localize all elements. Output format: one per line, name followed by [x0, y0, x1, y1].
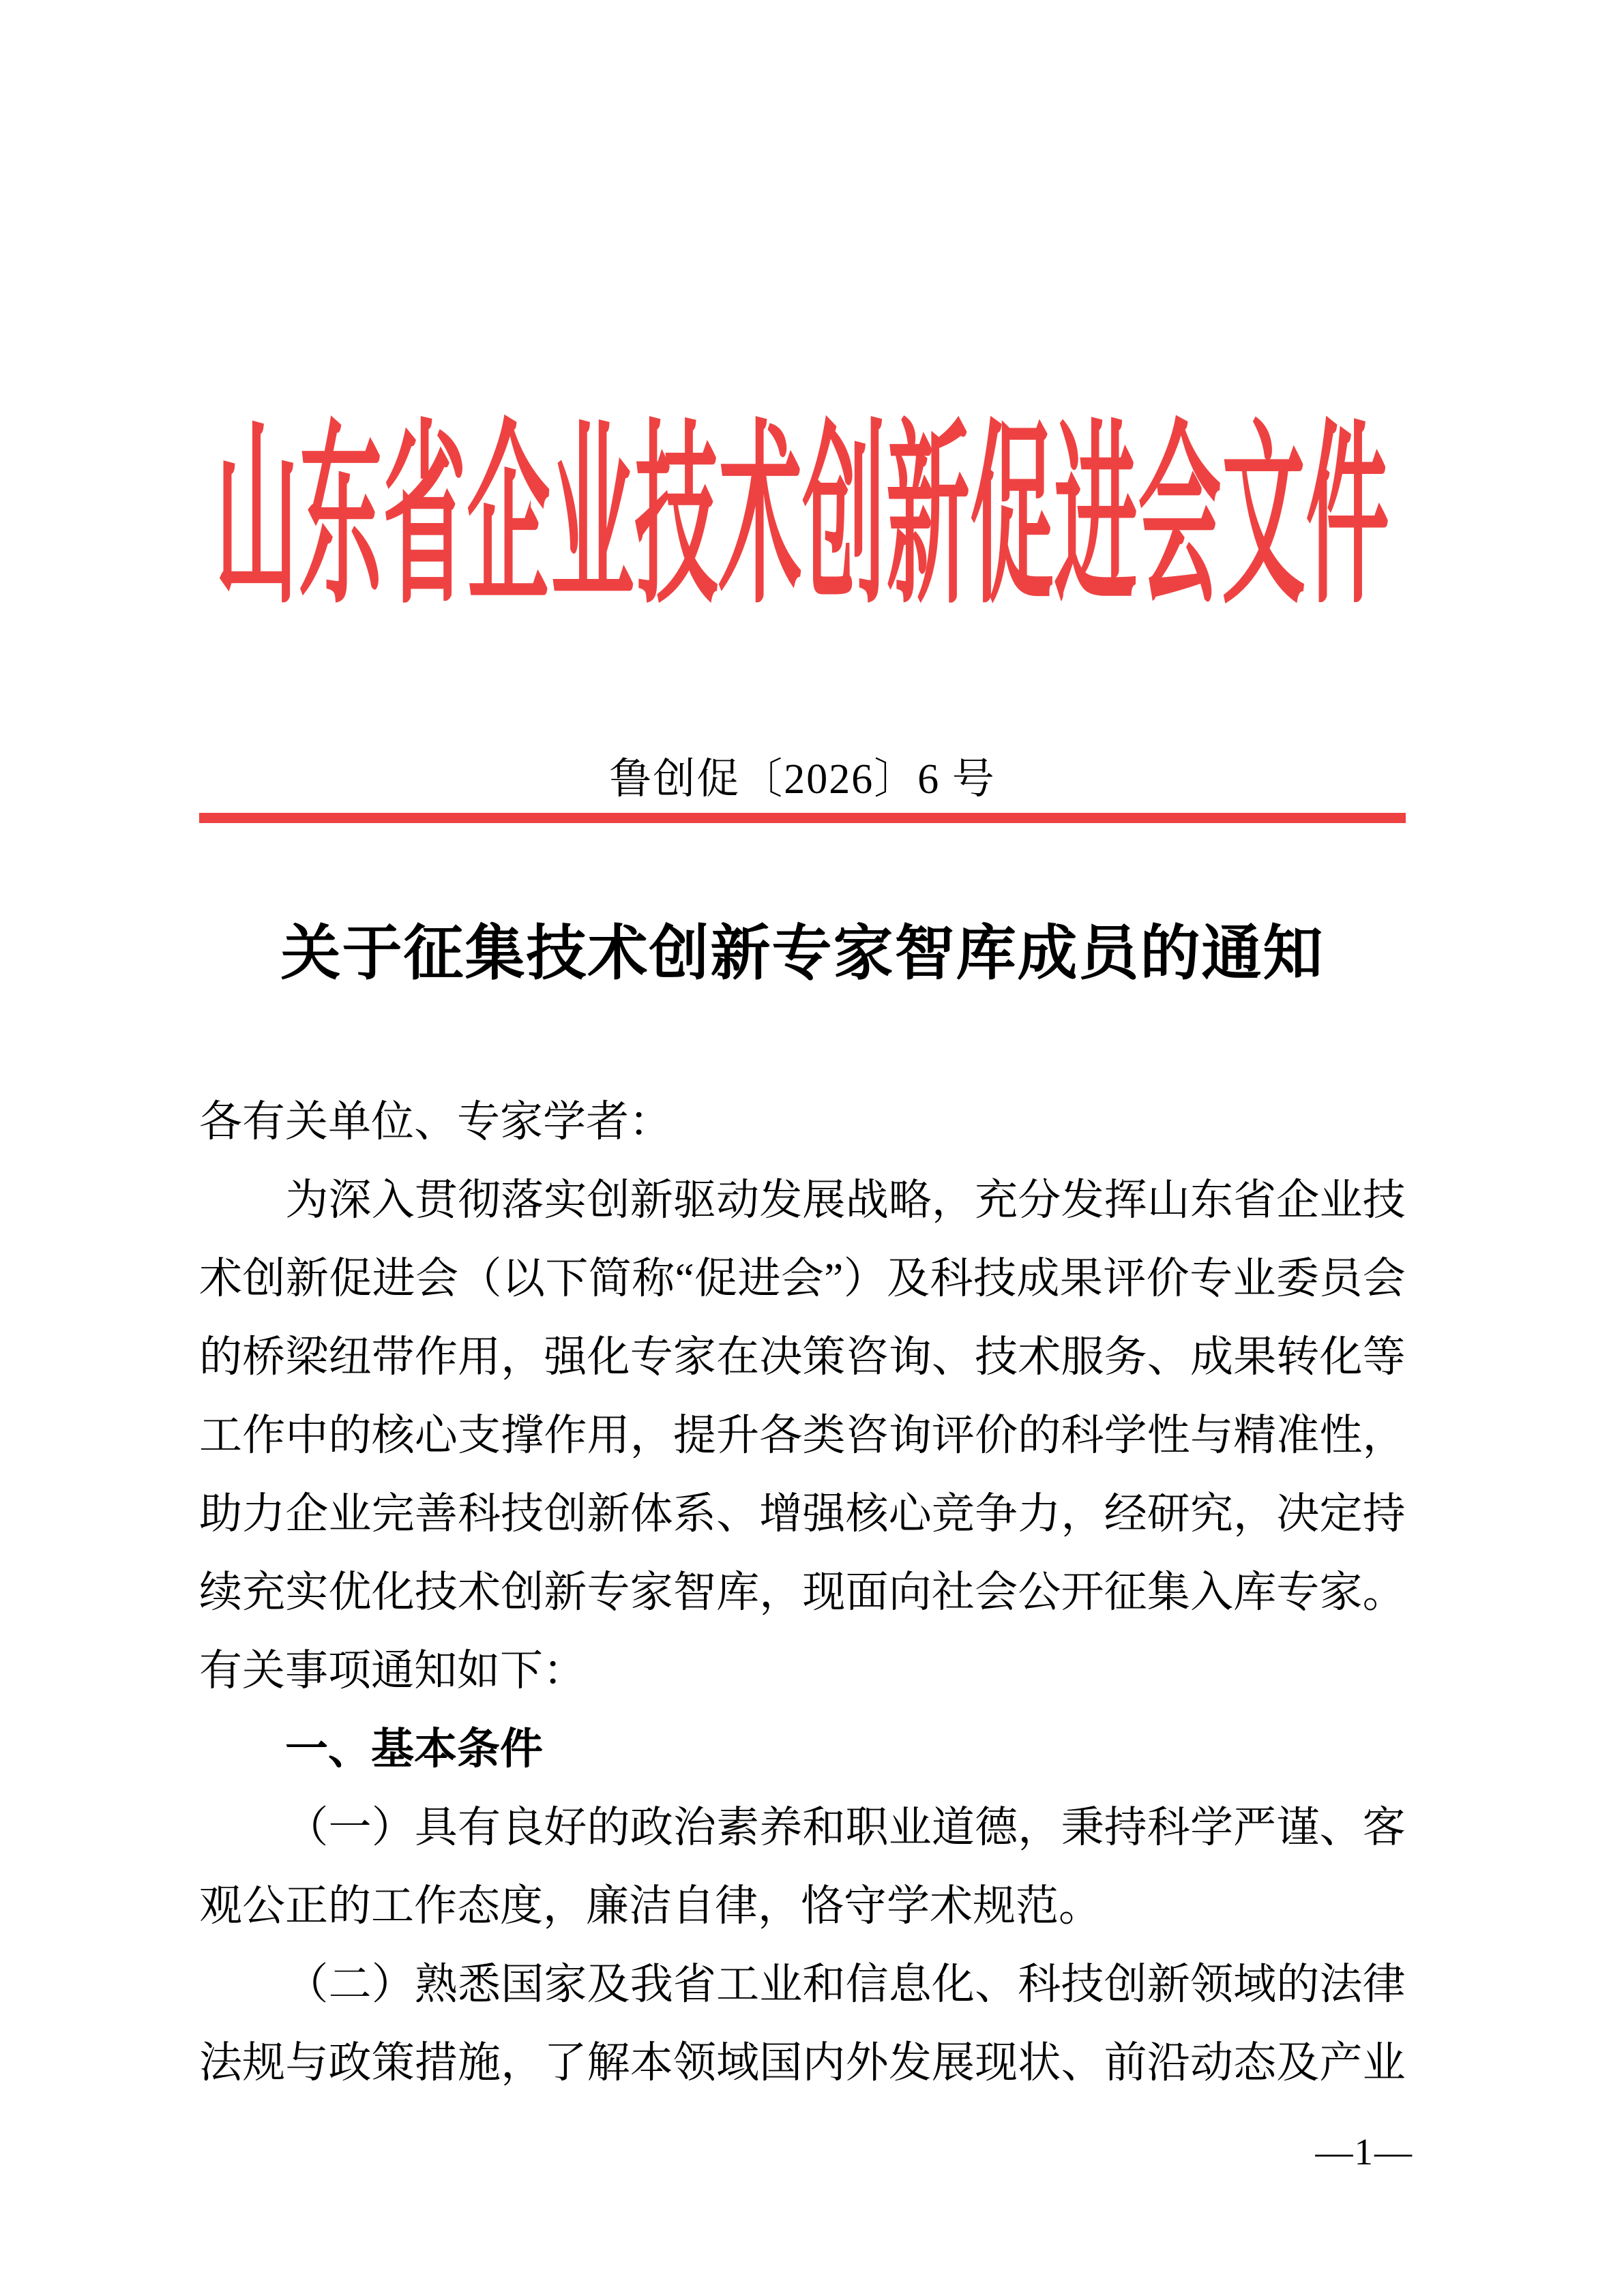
- masthead-title: 山东省企业技术创新促进会文件: [215, 410, 1390, 628]
- red-divider-rule: [199, 813, 1406, 823]
- body-line: 有关事项通知如下：: [199, 1647, 586, 1695]
- document-number: 鲁创促〔2026〕6 号: [609, 756, 996, 803]
- page-number: —1—: [1315, 2131, 1413, 2173]
- body-line: 工 作 中 的 核 心 支 撑 作 用 ， 提 升 各 类 咨 询 评 价 的 科 学 性 与 精 准 性 ，: [199, 1412, 1406, 1459]
- document-title: 关于征集技术创新专家智库成员的通知: [280, 921, 1325, 987]
- body-line: 助 力 企 业 完 善 科 技 创 新 体 系 、 增 强 核 心 竞 争 力 ， 经 研 究 ， 决 定 持: [199, 1490, 1406, 1538]
- body-line: 续 充 实 优 化 技 术 创 新 专 家 智 库 ， 现 面 向 社 会 公 开 征 集 入 库 专 家 。: [199, 1568, 1406, 1616]
- body-line: 观公正的工作态度，廉洁自律，恪守学术规范。: [199, 1882, 1102, 1930]
- body-line: 一、基本条件: [199, 1725, 543, 1773]
- body-line: （ 一 ） 具 有 良 好 的 政 治 素 养 和 职 业 道 德 ， 秉 持 科 学 严 谨 、 客: [285, 1804, 1406, 1851]
- body-line: 为 深 入 贯 彻 落 实 创 新 驱 动 发 展 战 略 ， 充 分 发 挥 山 东 省 企 业 技: [285, 1176, 1406, 1224]
- body-line: 法 规 与 政 策 措 施 ， 了 解 本 领 域 国 内 外 发 展 现 状 、 前 沿 动 态 及 产 业: [199, 2039, 1406, 2087]
- body-line: （ 二 ） 熟 悉 国 家 及 我 省 工 业 和 信 息 化 、 科 技 创 新 领 域 的 法 律: [285, 1960, 1406, 2008]
- body-text: [199, 1083, 1406, 2102]
- body-line: 各有关单位、专家学者：: [199, 1098, 672, 1146]
- body-line: 术 创 新 促 进 会 （ 以 下 简 称 “ 促 进 会 ” ） 及 科 技 成 果 评 价 专 业 委 员 会: [199, 1255, 1406, 1302]
- masthead: [199, 410, 1406, 628]
- body-line: 的 桥 梁 纽 带 作 用 ， 强 化 专 家 在 决 策 咨 询 、 技 术 服 务 、 成 果 转 化 等: [199, 1333, 1406, 1381]
